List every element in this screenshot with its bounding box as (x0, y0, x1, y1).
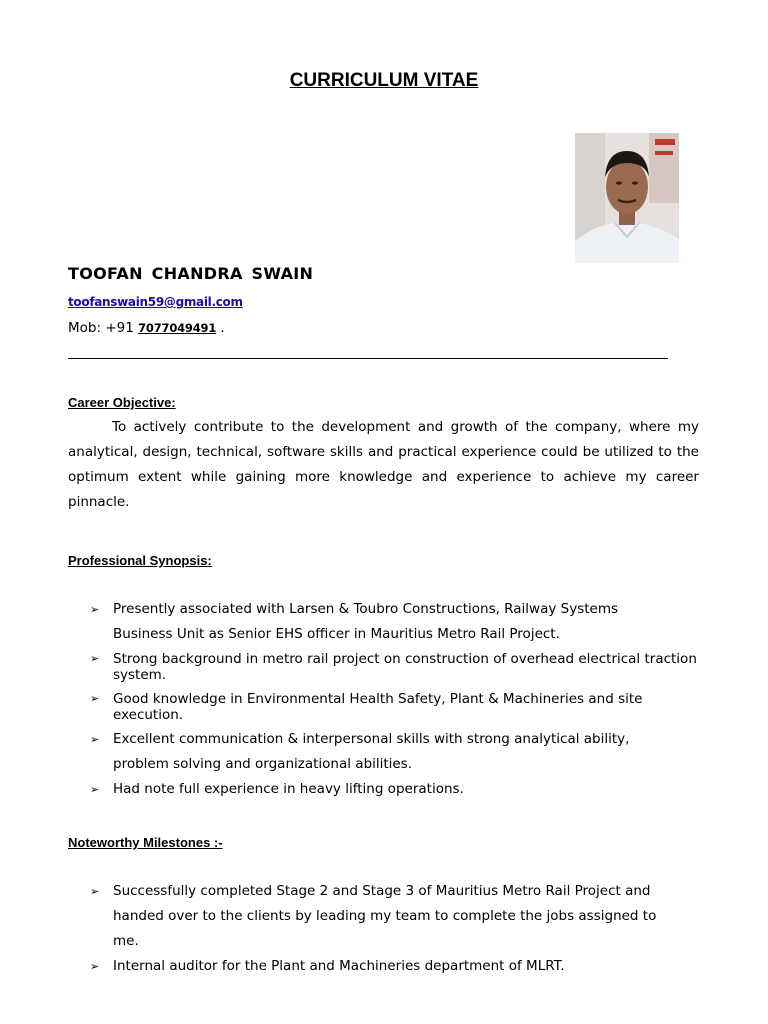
bullet-arrow-icon: ➢ (90, 652, 100, 665)
candidate-name: TOOFAN CHANDRA SWAIN (68, 264, 314, 283)
mobile-number[interactable]: 7077049491 (138, 321, 217, 335)
mobile-prefix: Mob: +91 (68, 320, 139, 336)
list-item: ➢ Good knowledge in Environmental Health Safety, Plant & Machineries and site execution. (90, 691, 643, 723)
bullet-arrow-icon: ➢ (90, 885, 100, 898)
list-item: ➢ Strong background in metro rail project on construction of overhead electrical traction system. (90, 651, 697, 683)
bullet-arrow-icon: ➢ (90, 603, 100, 616)
bullet-arrow-icon: ➢ (90, 692, 100, 705)
list-item: ➢ Excellent communication & interpersonal skills with strong analytical ability, problem solving and organizational abilities. (90, 727, 697, 777)
list-item: ➢ Presently associated with Larsen & Toubro Constructions, Railway Systems Business Unit as Senior EHS officer in Mauritius Metro Rail Project. (90, 597, 697, 647)
profile-photo (575, 133, 679, 263)
noteworthy-milestones-heading: Noteworthy Milestones :- (68, 835, 223, 850)
header-divider (68, 358, 668, 359)
professional-synopsis-heading: Professional Synopsis: (68, 553, 212, 568)
email-link[interactable]: toofanswain59@gmail.com (68, 295, 243, 309)
professional-synopsis-list (90, 597, 697, 802)
bullet-arrow-icon: ➢ (90, 783, 100, 796)
bullet-arrow-icon: ➢ (90, 960, 100, 973)
document-title: CURRICULUM VITAE (289, 70, 479, 91)
list-item: ➢ Successfully completed Stage 2 and Stage 3 of Mauritius Metro Rail Project and handed over to the clients by leading my team to complete the jobs assigned to me. (90, 879, 656, 954)
bullet-arrow-icon: ➢ (90, 733, 100, 746)
noteworthy-milestones-list (90, 879, 656, 979)
career-objective-heading: Career Objective: (68, 395, 176, 410)
list-item: ➢ Had note full experience in heavy lifting operations. (90, 777, 697, 802)
career-objective-text: To actively contribute to the development and growth of the company, where my analytical, design, technical, software skills and practical experience could be utilized to the optimum extent while gaining more knowledge and experience to achieve my career pinnacle. (68, 419, 699, 510)
mobile-suffix: . (216, 320, 225, 336)
mobile-line (68, 320, 225, 336)
list-item: ➢ Internal auditor for the Plant and Machineries department of MLRT. (90, 954, 656, 979)
